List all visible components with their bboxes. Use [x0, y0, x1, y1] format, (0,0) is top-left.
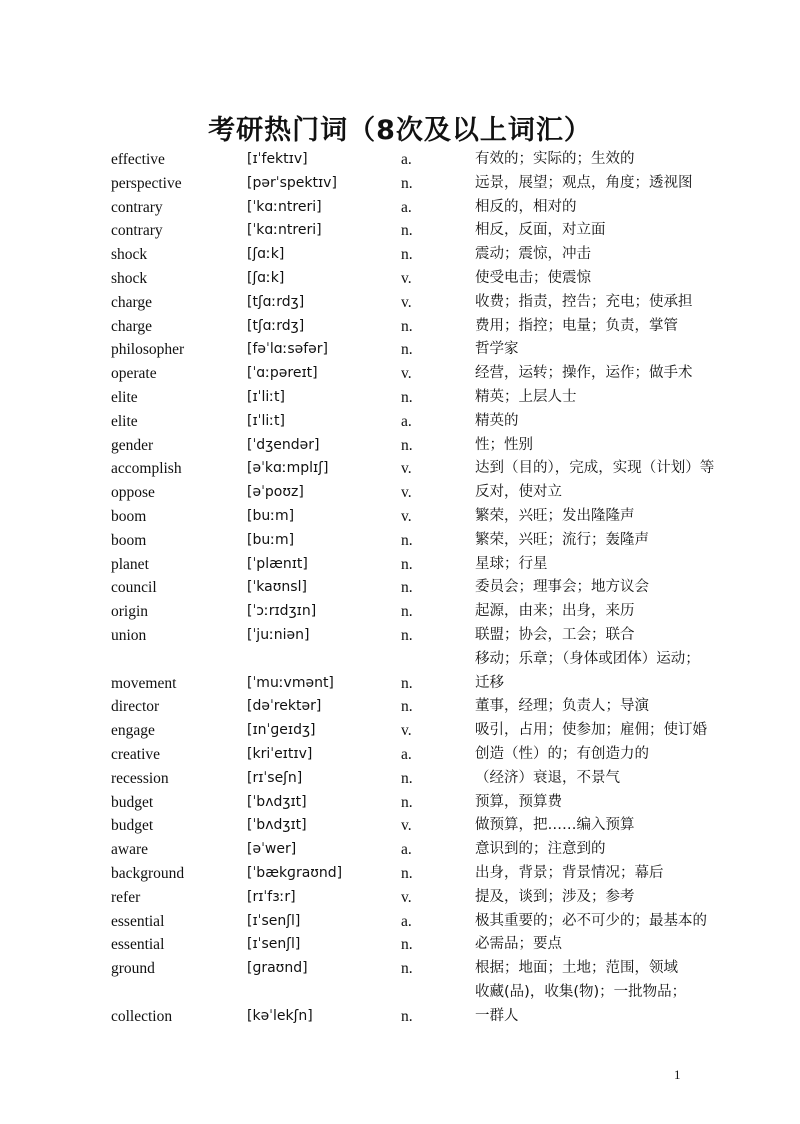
vocab-row — [0, 315, 800, 339]
vocab-row — [0, 267, 800, 291]
vocab-part-of-speech: a. — [401, 745, 412, 763]
vocab-row — [0, 981, 800, 1005]
vocab-pronunciation: [əˈpoʊz] — [247, 484, 304, 501]
vocab-part-of-speech: n. — [401, 626, 413, 644]
vocabulary-list — [0, 148, 800, 1028]
vocab-word: shock — [111, 246, 148, 264]
vocab-row — [0, 910, 800, 934]
vocab-definition: 联盟；协会，工会；联合 — [475, 626, 635, 643]
vocab-row — [0, 434, 800, 458]
vocab-pronunciation: [ˈkɑːntreri] — [247, 222, 322, 239]
vocab-definition: 收藏(品)，收集(物)；一批物品； — [475, 983, 687, 1000]
vocab-word: charge — [111, 317, 153, 335]
vocab-word: budget — [111, 793, 154, 811]
vocab-definition: 起源，由来；出身，来历 — [475, 603, 635, 620]
vocab-row — [0, 481, 800, 505]
vocab-part-of-speech: n. — [401, 388, 413, 406]
vocab-part-of-speech: v. — [401, 722, 412, 740]
vocab-part-of-speech: n. — [401, 1007, 413, 1025]
vocab-definition: 震动；震惊，冲击 — [475, 246, 591, 263]
vocab-row — [0, 505, 800, 529]
vocab-part-of-speech: n. — [401, 341, 413, 359]
vocab-definition: 创造（性）的；有创造力的 — [475, 745, 649, 762]
vocab-part-of-speech: n. — [401, 603, 413, 621]
vocab-word: refer — [111, 888, 141, 906]
vocab-row — [0, 1005, 800, 1029]
vocab-definition: 相反，反面，对立面 — [475, 222, 606, 239]
vocab-row — [0, 362, 800, 386]
vocab-definition: 提及，谈到；涉及；参考 — [475, 888, 635, 905]
vocab-pronunciation: [fəˈlɑːsəfər] — [247, 341, 329, 358]
vocab-pronunciation: [ˈbækɡraʊnd] — [247, 864, 343, 881]
vocab-word: ground — [111, 960, 155, 978]
vocab-pronunciation: [ʃɑːk] — [247, 246, 285, 263]
vocab-word: perspective — [111, 174, 182, 192]
vocab-definition: 迁移 — [475, 674, 504, 691]
vocab-row — [0, 338, 800, 362]
vocab-part-of-speech: a. — [401, 912, 412, 930]
vocab-word: aware — [111, 841, 148, 859]
vocab-pronunciation: [əˈkɑːmplɪʃ] — [247, 460, 329, 477]
vocab-pronunciation: [kəˈlekʃn] — [247, 1007, 313, 1024]
vocab-pronunciation: [ɪˈfektɪv] — [247, 151, 308, 167]
vocab-part-of-speech: n. — [401, 960, 413, 978]
vocab-pronunciation: [rɪˈseʃn] — [247, 769, 303, 786]
vocab-definition: （经济）衰退，不景气 — [475, 769, 620, 786]
vocab-definition: 使受电击；使震惊 — [475, 269, 591, 286]
vocab-row — [0, 457, 800, 481]
vocab-definition: 必需品；要点 — [475, 936, 562, 953]
vocab-part-of-speech: n. — [401, 936, 413, 954]
vocab-word: essential — [111, 936, 165, 954]
vocab-pronunciation: [ˈkɑːntreri] — [247, 198, 322, 215]
vocab-part-of-speech: v. — [401, 293, 412, 311]
vocab-pronunciation: [ɡraʊnd] — [247, 960, 308, 977]
vocab-definition: 费用；指控；电量；负责，掌管 — [475, 317, 678, 334]
vocab-row — [0, 172, 800, 196]
vocab-word: engage — [111, 722, 155, 740]
vocab-definition: 意识到的；注意到的 — [475, 841, 606, 858]
vocab-row — [0, 743, 800, 767]
vocab-pronunciation: [əˈwer] — [247, 841, 297, 858]
vocab-part-of-speech: n. — [401, 864, 413, 882]
vocab-definition: 繁荣，兴旺；发出隆隆声 — [475, 507, 635, 524]
vocab-row — [0, 148, 800, 172]
vocab-row — [0, 576, 800, 600]
vocab-row — [0, 767, 800, 791]
vocab-row — [0, 243, 800, 267]
vocab-row — [0, 648, 800, 672]
vocab-definition: 性；性别 — [475, 436, 533, 453]
vocab-pronunciation: [ˈɔːrɪdʒɪn] — [247, 603, 317, 620]
vocab-definition: 董事，经理；负责人；导演 — [475, 698, 649, 715]
vocab-word: budget — [111, 817, 154, 835]
vocab-pronunciation: [ˈplænɪt] — [247, 555, 308, 572]
vocab-definition: 出身，背景；背景情况；幕后 — [475, 864, 664, 881]
vocab-word: elite — [111, 388, 138, 406]
vocab-pronunciation: [buːm] — [247, 531, 295, 548]
vocab-word: planet — [111, 555, 149, 573]
vocab-word: philosopher — [111, 341, 185, 359]
vocab-part-of-speech: n. — [401, 555, 413, 573]
vocab-definition: 反对，使对立 — [475, 484, 562, 501]
vocab-part-of-speech: v. — [401, 817, 412, 835]
vocab-part-of-speech: a. — [401, 198, 412, 216]
vocab-definition: 哲学家 — [475, 341, 519, 358]
vocab-pronunciation: [ʃɑːk] — [247, 269, 285, 286]
vocab-pronunciation: [buːm] — [247, 507, 295, 524]
vocab-word: contrary — [111, 222, 163, 240]
vocab-word: council — [111, 579, 157, 597]
vocab-definition: 精英；上层人士 — [475, 388, 577, 405]
vocab-part-of-speech: n. — [401, 793, 413, 811]
vocab-row — [0, 624, 800, 648]
vocab-part-of-speech: v. — [401, 888, 412, 906]
vocab-word: background — [111, 864, 185, 882]
vocab-row — [0, 410, 800, 434]
vocab-definition: 相反的，相对的 — [475, 198, 577, 215]
vocab-row — [0, 219, 800, 243]
vocab-row — [0, 291, 800, 315]
vocab-row — [0, 719, 800, 743]
vocab-part-of-speech: v. — [401, 460, 412, 478]
vocab-row — [0, 814, 800, 838]
vocab-row — [0, 838, 800, 862]
vocab-pronunciation: [dəˈrektər] — [247, 698, 322, 715]
vocab-part-of-speech: n. — [401, 174, 413, 192]
vocab-pronunciation: [tʃɑːrdʒ] — [247, 293, 305, 310]
vocab-definition: 星球；行星 — [475, 555, 548, 572]
vocab-row — [0, 672, 800, 696]
vocab-word: contrary — [111, 198, 163, 216]
vocab-part-of-speech: a. — [401, 151, 412, 168]
vocab-definition: 做预算，把……编入预算 — [475, 817, 635, 834]
vocab-definition: 精英的 — [475, 412, 519, 429]
vocab-definition: 委员会；理事会；地方议会 — [475, 579, 649, 596]
vocab-word: origin — [111, 603, 149, 621]
vocab-pronunciation: [rɪˈfɜːr] — [247, 888, 296, 905]
vocab-definition: 远景，展望；观点，角度；透视图 — [475, 174, 693, 191]
vocab-word: charge — [111, 293, 153, 311]
vocab-word: union — [111, 626, 147, 644]
vocab-word: effective — [111, 151, 165, 168]
vocab-part-of-speech: a. — [401, 841, 412, 859]
vocab-definition: 收费；指责，控告；充电；使承担 — [475, 293, 693, 310]
vocab-part-of-speech: n. — [401, 698, 413, 716]
vocab-word: boom — [111, 507, 147, 525]
vocab-row — [0, 957, 800, 981]
vocab-pronunciation: [ɪˈsenʃl] — [247, 936, 301, 953]
vocab-row — [0, 695, 800, 719]
vocab-row — [0, 553, 800, 577]
vocab-definition: 极其重要的；必不可少的；最基本的 — [475, 912, 707, 929]
vocab-definition: 有效的；实际的；生效的 — [475, 151, 635, 167]
vocab-pronunciation: [ˈmuːvmənt] — [247, 674, 334, 691]
vocab-pronunciation: [ɪˈliːt] — [247, 412, 285, 429]
page-number: 1 — [674, 1067, 681, 1082]
vocab-definition: 一群人 — [475, 1007, 519, 1024]
vocab-row — [0, 862, 800, 886]
vocab-row — [0, 600, 800, 624]
vocab-part-of-speech: n. — [401, 222, 413, 240]
vocab-part-of-speech: n. — [401, 579, 413, 597]
vocab-part-of-speech: n. — [401, 531, 413, 549]
vocab-pronunciation: [ˈkaʊnsl] — [247, 579, 307, 596]
vocab-pronunciation: [ˈbʌdʒɪt] — [247, 817, 307, 834]
vocab-word: accomplish — [111, 460, 182, 478]
vocab-word: gender — [111, 436, 154, 454]
vocab-part-of-speech: v. — [401, 507, 412, 525]
vocab-part-of-speech: n. — [401, 436, 413, 454]
vocab-word: director — [111, 698, 160, 716]
vocab-definition: 移动；乐章；（身体或团体）运动； — [475, 650, 700, 667]
vocab-word: essential — [111, 912, 165, 930]
vocab-word: operate — [111, 365, 157, 383]
vocab-word: boom — [111, 531, 147, 549]
vocab-pronunciation: [ɪˈsenʃl] — [247, 912, 301, 929]
vocab-part-of-speech: v. — [401, 365, 412, 383]
vocab-part-of-speech: n. — [401, 674, 413, 692]
vocab-word: shock — [111, 269, 148, 287]
vocab-pronunciation: [ˈbʌdʒɪt] — [247, 793, 307, 810]
vocab-definition: 繁荣，兴旺；流行；轰隆声 — [475, 531, 649, 548]
vocab-part-of-speech: v. — [401, 269, 412, 287]
page-title: 考研热门词（8次及以上词汇） — [208, 115, 592, 146]
vocab-pronunciation: [kriˈeɪtɪv] — [247, 745, 313, 762]
vocab-definition: 经营，运转；操作，运作；做手术 — [475, 365, 693, 382]
vocab-pronunciation: [tʃɑːrdʒ] — [247, 317, 305, 334]
vocab-word: creative — [111, 745, 161, 763]
vocab-row — [0, 386, 800, 410]
vocab-row — [0, 933, 800, 957]
vocab-row — [0, 791, 800, 815]
vocab-row — [0, 196, 800, 220]
vocab-pronunciation: [ˈdʒendər] — [247, 436, 320, 453]
vocab-definition: 根据；地面；土地；范围，领域 — [475, 960, 678, 977]
vocab-pronunciation: [ˈjuːniən] — [247, 626, 310, 643]
vocab-part-of-speech: n. — [401, 769, 413, 787]
vocab-pronunciation: [ɪnˈɡeɪdʒ] — [247, 722, 316, 739]
vocab-definition: 预算，预算费 — [475, 793, 562, 810]
vocab-pronunciation: [pərˈspektɪv] — [247, 174, 337, 191]
vocab-row — [0, 886, 800, 910]
vocab-part-of-speech: a. — [401, 412, 412, 430]
vocab-part-of-speech: n. — [401, 317, 413, 335]
vocab-definition: 达到（目的），完成，实现（计划）等 — [475, 460, 715, 477]
vocab-pronunciation: [ɪˈliːt] — [247, 388, 285, 405]
vocab-word: collection — [111, 1007, 173, 1025]
vocab-word: recession — [111, 769, 169, 787]
vocab-row — [0, 529, 800, 553]
vocab-pronunciation: [ˈɑːpəreɪt] — [247, 365, 318, 382]
vocab-part-of-speech: v. — [401, 484, 412, 502]
vocab-part-of-speech: n. — [401, 246, 413, 264]
vocab-word: movement — [111, 674, 177, 692]
vocab-definition: 吸引，占用；使参加；雇佣；使订婚 — [475, 722, 707, 739]
vocab-word: oppose — [111, 484, 155, 502]
vocab-word: elite — [111, 412, 138, 430]
